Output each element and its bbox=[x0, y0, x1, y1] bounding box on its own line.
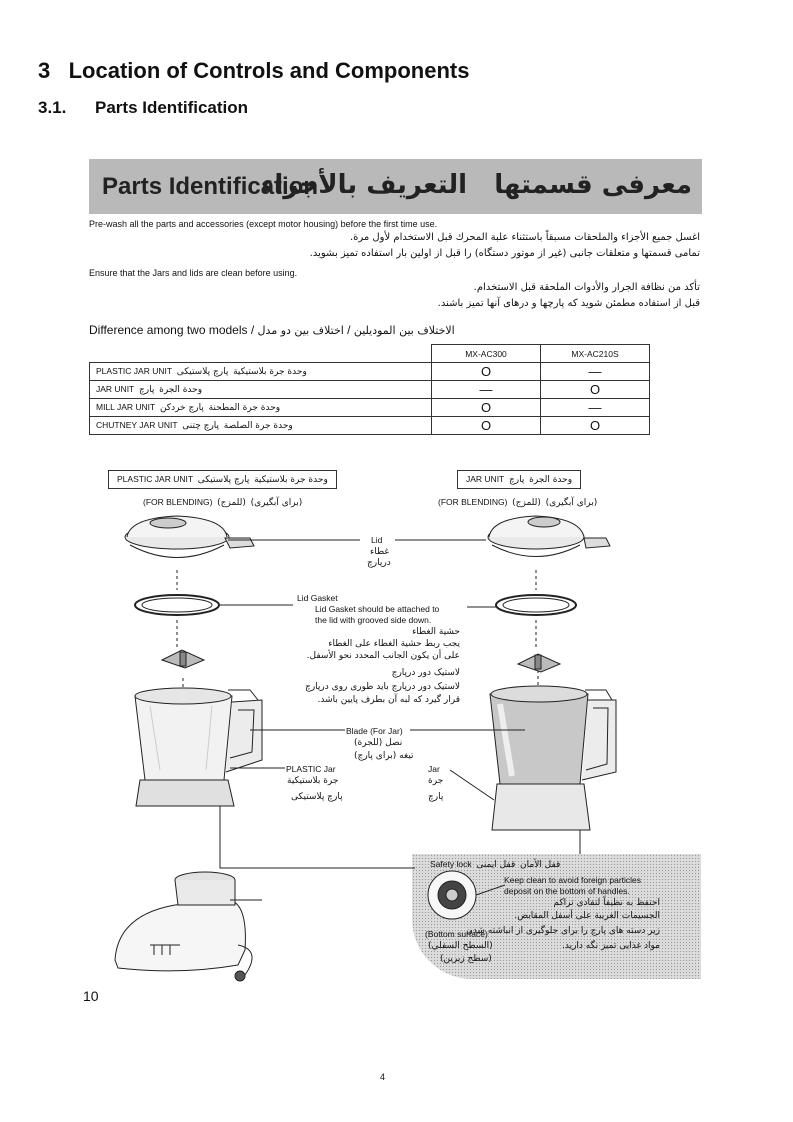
bottom-surface-label: (Bottom surface) bbox=[425, 929, 488, 939]
lid-label: Lid bbox=[371, 535, 383, 545]
section-title-text: Location of Controls and Components bbox=[68, 58, 470, 83]
row-ac300-value: — bbox=[432, 381, 541, 399]
row-ac300-value: O bbox=[432, 417, 541, 435]
banner-arabic-text: التعريف بالأجزاء bbox=[261, 170, 468, 200]
row-urdu: پارچ bbox=[138, 385, 155, 395]
safety-lock-urdu: قفل ایمنی bbox=[476, 860, 516, 870]
model-header: MX-AC210S bbox=[541, 345, 650, 363]
row-urdu: پارچ پلاستیکی bbox=[176, 367, 229, 377]
row-ac210s-value: O bbox=[541, 417, 650, 435]
safety-note-line2: deposit on the bottom of handles. bbox=[504, 886, 630, 896]
plastic-jar-unit-arabic: وحدة جرة بلاستيكية bbox=[254, 475, 328, 485]
row-ac300-value: O bbox=[432, 363, 541, 381]
blade-label: Blade (For Jar) bbox=[346, 726, 403, 736]
row-ac300-value: O bbox=[432, 399, 541, 417]
prewash-urdu: تمامی قسمتها و متعلقات جانبی (غیر از موتور دستگاه) را قبل از اولین بار استفاده تمیز بشوید. bbox=[309, 248, 700, 259]
plastic-jar-unit-english: PLASTIC JAR UNIT bbox=[117, 474, 194, 484]
page-number: 4 bbox=[380, 1072, 386, 1082]
bottom-surface-urdu: (سطح زیرین) bbox=[440, 954, 492, 964]
ensure-english: Ensure that the Jars and lids are clean before using. bbox=[89, 268, 298, 278]
left-use-english: (FOR BLENDING) bbox=[143, 497, 213, 507]
gasket-urdu-line1: لاستیک دور درپارچ باید طوری روی درپارچ bbox=[305, 682, 460, 692]
safety-note-line1: Keep clean to avoid foreign particles bbox=[504, 875, 642, 885]
section-number: 3 bbox=[38, 58, 51, 83]
row-english: PLASTIC JAR UNIT bbox=[96, 366, 173, 376]
gasket-urdu-title: لاستیک دور درپارچ bbox=[391, 668, 460, 678]
safety-lock-label bbox=[430, 859, 560, 870]
jar-unit-arabic: وحدة الجرة bbox=[529, 475, 573, 485]
gasket-arabic-title: حشية الغطاء bbox=[412, 627, 460, 637]
left-use-urdu: (برای آبگیری) bbox=[250, 498, 303, 508]
plastic-jar-illustration bbox=[135, 688, 262, 806]
gasket-urdu-line2: قرار گیرد که لبه آن بطرف پایین باشد. bbox=[317, 695, 460, 705]
banner-english: Parts Identification bbox=[102, 173, 319, 200]
row-ac210s-value: O bbox=[541, 381, 650, 399]
left-lid-illustration bbox=[125, 516, 254, 558]
banner-urdu-text: معرفی قسمتها bbox=[494, 170, 692, 200]
model-header: MX-AC300 bbox=[432, 345, 541, 363]
subsection-title-text: Parts Identification bbox=[95, 98, 249, 117]
safety-arabic-line2: الجسيمات الغريبة على أسفل المقابض. bbox=[514, 911, 660, 921]
subsection-number: 3.1. bbox=[38, 98, 67, 117]
difference-arabic: الاختلاف بين الموديلين bbox=[353, 324, 455, 337]
left-use-arabic: (للمزج) bbox=[217, 498, 246, 508]
row-urdu: پارچ چتنی bbox=[182, 421, 220, 431]
row-english: MILL JAR UNIT bbox=[96, 402, 156, 412]
blade-label-arabic: نصل (للجرة) bbox=[354, 738, 403, 748]
motor-base-illustration bbox=[115, 872, 252, 981]
jar-unit-urdu: پارچ bbox=[508, 475, 525, 485]
row-english: CHUTNEY JAR UNIT bbox=[96, 420, 178, 430]
right-use-english: (FOR BLENDING) bbox=[438, 497, 508, 507]
safety-lock-arabic: قفل الأمان bbox=[520, 860, 561, 870]
right-blade-illustration bbox=[518, 654, 560, 672]
plastic-jar-label-urdu: پارچ پلاستیکی bbox=[291, 792, 343, 802]
safety-arabic-line1: احتفظ به نظيفاً لتفادي تراكم bbox=[553, 898, 660, 908]
bottom-surface-arabic: (السطح السفلي) bbox=[428, 941, 493, 951]
plastic-jar-label: PLASTIC Jar bbox=[286, 764, 336, 774]
row-ac210s-value: — bbox=[541, 399, 650, 417]
jar-label-arabic: جرة bbox=[428, 776, 444, 786]
right-use-arabic: (للمزج) bbox=[512, 498, 541, 508]
safety-urdu-line2: مواد غذایی تمیز نگه دارید. bbox=[562, 941, 660, 951]
gasket-arabic-line1: يجب ربط حشية الغطاء على الغطاء bbox=[328, 639, 460, 649]
gasket-note-line1: Lid Gasket should be attached to bbox=[315, 604, 440, 614]
blade-label-urdu: تیغه (برای پارچ) bbox=[354, 751, 414, 761]
lid-label-urdu: درپارچ bbox=[367, 558, 391, 568]
gasket-arabic-line2: على أن يكون الجانب المحدد نحو الأسفل. bbox=[306, 651, 460, 661]
row-arabic: وحدة جرة بلاستيكية bbox=[233, 367, 307, 377]
difference-urdu: اختلاف بین دو مدل bbox=[257, 324, 344, 337]
safety-lock-english: Safety lock bbox=[430, 859, 472, 869]
row-english: JAR UNIT bbox=[96, 384, 135, 394]
plastic-jar-label-arabic: جرة بلاستيكية bbox=[287, 776, 339, 786]
jar-label: Jar bbox=[428, 764, 440, 774]
steel-jar-illustration bbox=[490, 686, 616, 830]
right-use-urdu: (برای آبگیری) bbox=[545, 498, 598, 508]
left-blade-illustration bbox=[162, 650, 204, 668]
gasket-note-line2: the lid with grooved side down. bbox=[315, 615, 432, 625]
jar-label-urdu: پارچ bbox=[428, 792, 444, 802]
prewash-english: Pre-wash all the parts and accessories (except motor housing) before the first time use. bbox=[89, 219, 438, 229]
row-urdu: پارچ خردکن bbox=[159, 403, 204, 413]
difference-heading: Difference among two models / الاختلاف بين الموديلين / اختلاف بین دو مدل bbox=[89, 323, 455, 337]
row-arabic: وحدة جرة الصلصة bbox=[223, 421, 293, 431]
ensure-arabic: تأكد من نظافة الجرار والأدوات الملحقة قبل الاستخدام. bbox=[473, 282, 700, 293]
ensure-urdu: قبل از استفاده مطمئن شوید که پارچها و درهای آنها تمیز باشند. bbox=[437, 298, 700, 309]
row-ac210s-value: — bbox=[541, 363, 650, 381]
jar-unit-english: JAR UNIT bbox=[466, 474, 505, 484]
difference-english: Difference among two models bbox=[89, 323, 248, 337]
plastic-jar-unit-urdu: پارچ پلاستیکی bbox=[197, 475, 250, 485]
safety-urdu-line1: زیر دسته های پارچ را برای جلوگیری از انباشته شدن bbox=[466, 926, 660, 936]
gasket-label: Lid Gasket bbox=[297, 593, 338, 603]
manual-page-number: 10 bbox=[83, 988, 99, 1004]
row-arabic: وحدة الجرة bbox=[159, 385, 203, 395]
right-lid-illustration bbox=[488, 516, 610, 557]
row-arabic: وحدة جرة المطحنة bbox=[208, 403, 281, 413]
prewash-arabic: اغسل جميع الأجزاء والملحقات مسبقاً باستثناء علبة المحرك قبل الاستخدام لأول مرة. bbox=[349, 232, 700, 243]
lid-label-arabic: غطاء bbox=[370, 547, 390, 557]
